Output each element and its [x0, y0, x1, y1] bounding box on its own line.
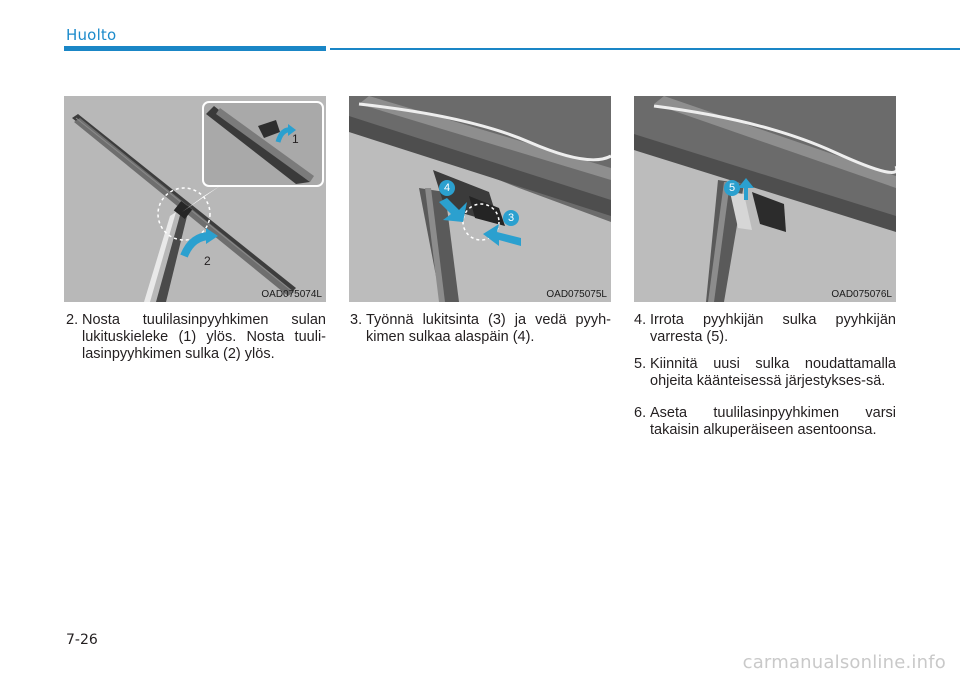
- step-5: [634, 356, 896, 390]
- watermark: carmanualsonline.info: [742, 652, 946, 673]
- figure-1-wiper-blade-lift: [64, 96, 326, 302]
- step-number: 3.: [350, 312, 363, 328]
- section-title: Huolto: [66, 26, 117, 44]
- figure-3-remove-blade: [634, 96, 896, 302]
- step-2: [66, 312, 326, 363]
- figure-code: OAD075076L: [831, 289, 892, 300]
- step-6: [634, 405, 896, 439]
- page-number: 7-26: [66, 632, 98, 648]
- figure-code: OAD075075L: [546, 289, 607, 300]
- callout-label-3: 3: [503, 210, 519, 226]
- step-number: 2.: [66, 312, 79, 328]
- wiper-illustration-3: [634, 96, 896, 302]
- step-number: 5.: [634, 356, 647, 372]
- step-text: Nosta tuulilasinpyyhkimen sulan lukituskieleke (1) ylös. Nosta tuuli-lasinpyyhkimen sulka (2) ylös.: [82, 312, 326, 362]
- step-text: Aseta tuulilasinpyyhkimen varsi takaisin alkuperäiseen asentoonsa.: [650, 405, 896, 438]
- step-text: Kiinnitä uusi sulka noudattamalla ohjeita käänteisessä järjestykses-sä.: [650, 356, 896, 389]
- figure-code: OAD075074L: [261, 289, 322, 300]
- step-4: [634, 312, 896, 346]
- callout-label-5: 5: [724, 180, 740, 196]
- step-number: 4.: [634, 312, 647, 328]
- header-rule-thin: [330, 48, 960, 50]
- step-text: Irrota pyyhkijän sulka pyyhkijän varresta (5).: [650, 312, 896, 345]
- callout-label-1: 1: [292, 132, 299, 146]
- figure-2-push-lock: [349, 96, 611, 302]
- header-rule-thick: [64, 46, 326, 51]
- step-text: Työnnä lukitsinta (3) ja vedä pyyh-kimen sulkaa alaspäin (4).: [366, 312, 611, 345]
- step-3: [350, 312, 611, 346]
- wiper-illustration-1: [64, 96, 326, 302]
- wiper-illustration-2: [349, 96, 611, 302]
- callout-label-2: 2: [204, 254, 211, 268]
- step-number: 6.: [634, 405, 647, 421]
- callout-label-4: 4: [439, 180, 455, 196]
